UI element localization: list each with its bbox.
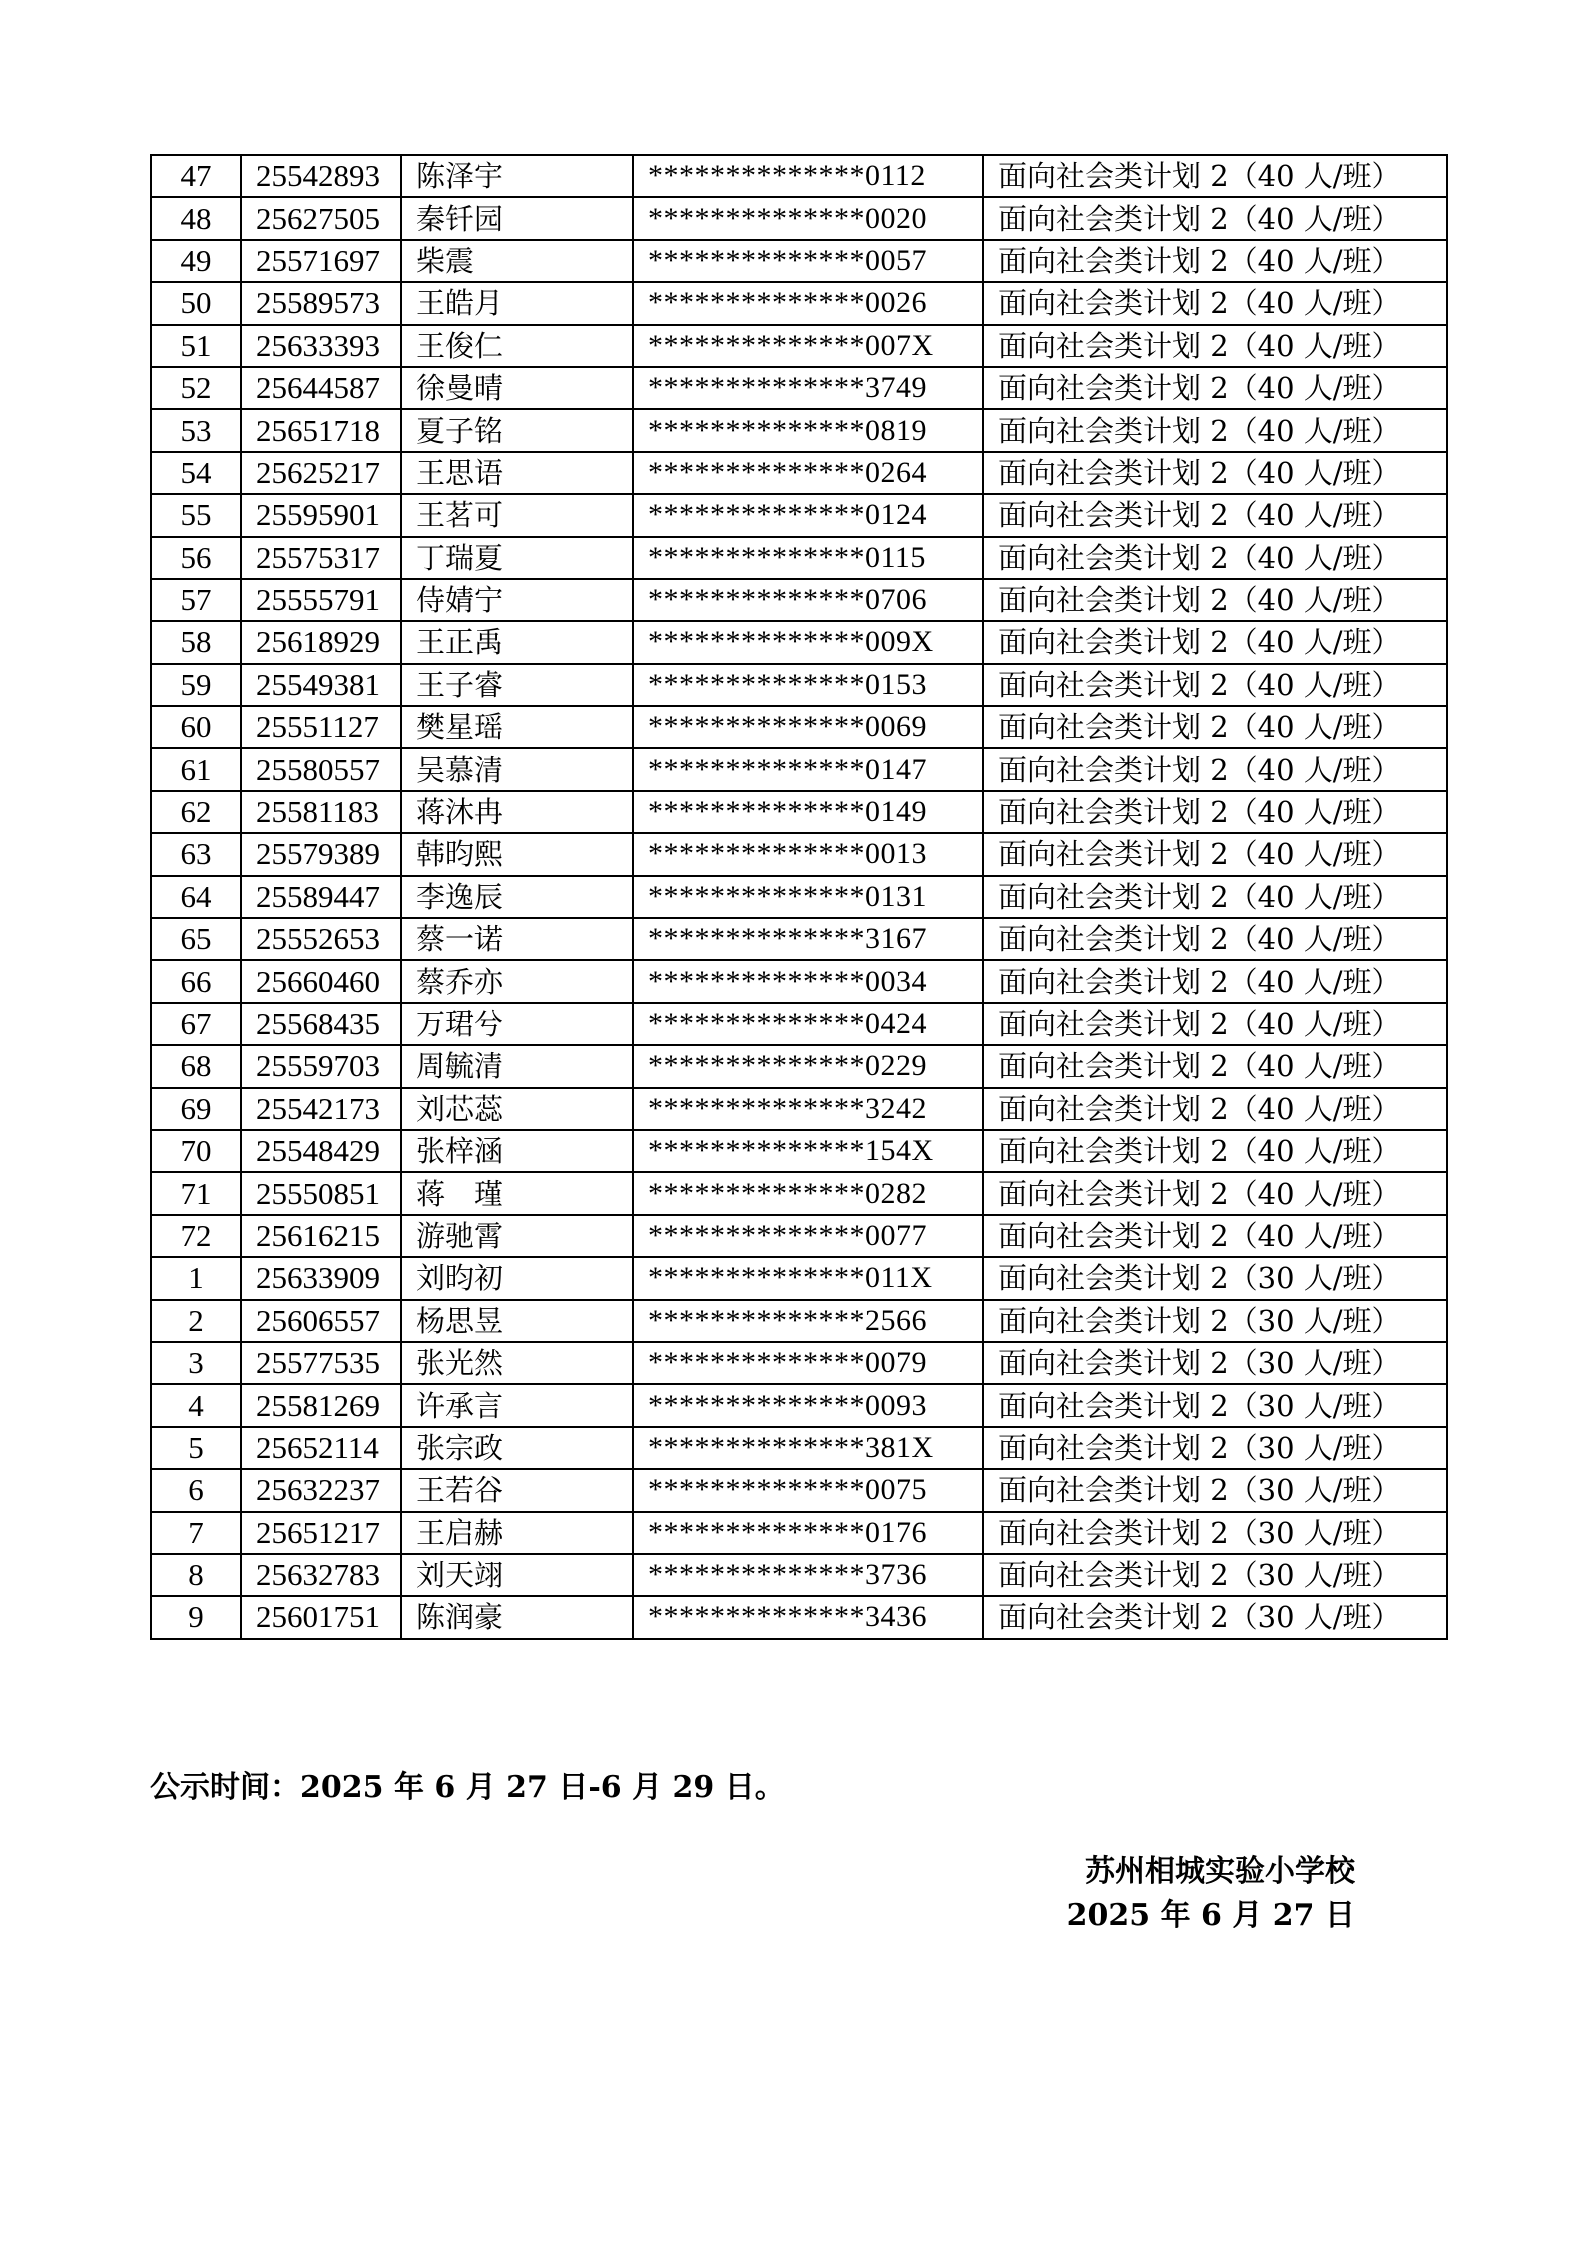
table-row <box>151 579 1447 621</box>
id-card-masked-cell: **************007X <box>633 325 983 367</box>
id-card-masked-cell: **************0013 <box>633 833 983 875</box>
id-card-masked-cell: **************0077 <box>633 1215 983 1257</box>
row-number-cell: 48 <box>151 197 241 239</box>
table-row <box>151 1172 1447 1214</box>
row-number-cell: 72 <box>151 1215 241 1257</box>
applicant-id-cell: 25551127 <box>241 706 401 748</box>
row-number-cell: 68 <box>151 1045 241 1087</box>
row-number-cell: 66 <box>151 960 241 1002</box>
admission-plan-cell: 面向社会类计划 2（30 人/班） <box>983 1554 1447 1596</box>
id-card-masked-cell: **************0075 <box>633 1469 983 1511</box>
id-card-masked-cell: **************0131 <box>633 876 983 918</box>
admission-plan-cell: 面向社会类计划 2（40 人/班） <box>983 918 1447 960</box>
row-number-cell: 56 <box>151 537 241 579</box>
admission-plan-cell: 面向社会类计划 2（40 人/班） <box>983 791 1447 833</box>
admission-plan-cell: 面向社会类计划 2（40 人/班） <box>983 1215 1447 1257</box>
table-row <box>151 197 1447 239</box>
applicant-id-cell: 25660460 <box>241 960 401 1002</box>
student-name-cell: 蔡乔亦 <box>401 960 633 1002</box>
student-name-cell: 李逸辰 <box>401 876 633 918</box>
admission-plan-cell: 面向社会类计划 2（40 人/班） <box>983 282 1447 324</box>
applicant-id-cell: 25589447 <box>241 876 401 918</box>
row-number-cell: 4 <box>151 1384 241 1426</box>
id-card-masked-cell: **************0147 <box>633 748 983 790</box>
student-name-cell: 韩昀熙 <box>401 833 633 875</box>
student-name-cell: 陈泽宇 <box>401 155 633 197</box>
student-name-cell: 丁瑞夏 <box>401 537 633 579</box>
table-row <box>151 282 1447 324</box>
row-number-cell: 58 <box>151 621 241 663</box>
student-name-cell: 王启赫 <box>401 1512 633 1554</box>
id-card-masked-cell: **************0020 <box>633 197 983 239</box>
row-number-cell: 5 <box>151 1427 241 1469</box>
table-row <box>151 960 1447 1002</box>
student-name-cell: 樊星瑶 <box>401 706 633 748</box>
student-name-cell: 王皓月 <box>401 282 633 324</box>
table-row <box>151 452 1447 494</box>
admission-plan-cell: 面向社会类计划 2（40 人/班） <box>983 452 1447 494</box>
student-name-cell: 王子睿 <box>401 664 633 706</box>
admission-plan-cell: 面向社会类计划 2（40 人/班） <box>983 960 1447 1002</box>
applicant-id-cell: 25651217 <box>241 1512 401 1554</box>
admission-plan-cell: 面向社会类计划 2（40 人/班） <box>983 1130 1447 1172</box>
table-row <box>151 494 1447 536</box>
admission-plan-cell: 面向社会类计划 2（40 人/班） <box>983 748 1447 790</box>
applicant-id-cell: 25549381 <box>241 664 401 706</box>
applicant-id-cell: 25555791 <box>241 579 401 621</box>
applicant-id-cell: 25644587 <box>241 367 401 409</box>
applicant-id-cell: 25652114 <box>241 1427 401 1469</box>
applicant-id-cell: 25633909 <box>241 1257 401 1299</box>
table-row <box>151 1300 1447 1342</box>
row-number-cell: 7 <box>151 1512 241 1554</box>
id-card-masked-cell: **************0229 <box>633 1045 983 1087</box>
admission-plan-cell: 面向社会类计划 2（30 人/班） <box>983 1512 1447 1554</box>
table-row <box>151 1469 1447 1511</box>
student-name-cell: 周毓清 <box>401 1045 633 1087</box>
row-number-cell: 70 <box>151 1130 241 1172</box>
applicant-id-cell: 25575317 <box>241 537 401 579</box>
applicant-id-cell: 25627505 <box>241 197 401 239</box>
student-name-cell: 张梓涵 <box>401 1130 633 1172</box>
table-row <box>151 409 1447 451</box>
row-number-cell: 54 <box>151 452 241 494</box>
row-number-cell: 71 <box>151 1172 241 1214</box>
student-name-cell: 杨思昱 <box>401 1300 633 1342</box>
student-name-cell: 王茗可 <box>401 494 633 536</box>
applicant-id-cell: 25632237 <box>241 1469 401 1511</box>
id-card-masked-cell: **************0706 <box>633 579 983 621</box>
student-name-cell: 王思语 <box>401 452 633 494</box>
table-row <box>151 1384 1447 1426</box>
applicant-id-cell: 25568435 <box>241 1003 401 1045</box>
table-row <box>151 876 1447 918</box>
id-card-masked-cell: **************0424 <box>633 1003 983 1045</box>
applicant-id-cell: 25542893 <box>241 155 401 197</box>
table-row <box>151 240 1447 282</box>
student-name-cell: 柴震 <box>401 240 633 282</box>
applicant-id-cell: 25581269 <box>241 1384 401 1426</box>
applicant-id-cell: 25581183 <box>241 791 401 833</box>
row-number-cell: 9 <box>151 1596 241 1638</box>
student-name-cell: 吴慕清 <box>401 748 633 790</box>
table-row <box>151 791 1447 833</box>
admission-plan-cell: 面向社会类计划 2（40 人/班） <box>983 409 1447 451</box>
id-card-masked-cell: **************0093 <box>633 1384 983 1426</box>
id-card-masked-cell: **************009X <box>633 621 983 663</box>
applicant-id-cell: 25651718 <box>241 409 401 451</box>
school-signature: 苏州相城实验小学校 <box>1085 1854 1355 1889</box>
applicant-id-cell: 25633393 <box>241 325 401 367</box>
row-number-cell: 61 <box>151 748 241 790</box>
id-card-masked-cell: **************3749 <box>633 367 983 409</box>
student-name-cell: 张宗政 <box>401 1427 633 1469</box>
row-number-cell: 67 <box>151 1003 241 1045</box>
id-card-masked-cell: **************3242 <box>633 1088 983 1130</box>
row-number-cell: 63 <box>151 833 241 875</box>
id-card-masked-cell: **************2566 <box>633 1300 983 1342</box>
table-row <box>151 1342 1447 1384</box>
row-number-cell: 69 <box>151 1088 241 1130</box>
roster-table <box>150 154 1448 1640</box>
id-card-masked-cell: **************0034 <box>633 960 983 1002</box>
student-name-cell: 蒋沐冉 <box>401 791 633 833</box>
applicant-id-cell: 25542173 <box>241 1088 401 1130</box>
admission-plan-cell: 面向社会类计划 2（40 人/班） <box>983 706 1447 748</box>
table-row <box>151 1257 1447 1299</box>
table-row <box>151 1427 1447 1469</box>
id-card-masked-cell: **************0057 <box>633 240 983 282</box>
applicant-id-cell: 25618929 <box>241 621 401 663</box>
applicant-id-cell: 25616215 <box>241 1215 401 1257</box>
table-row <box>151 155 1447 197</box>
applicant-id-cell: 25601751 <box>241 1596 401 1638</box>
applicant-id-cell: 25625217 <box>241 452 401 494</box>
admission-plan-cell: 面向社会类计划 2（30 人/班） <box>983 1596 1447 1638</box>
admission-plan-cell: 面向社会类计划 2（30 人/班） <box>983 1469 1447 1511</box>
admission-plan-cell: 面向社会类计划 2（30 人/班） <box>983 1342 1447 1384</box>
table-row <box>151 1045 1447 1087</box>
admission-plan-cell: 面向社会类计划 2（40 人/班） <box>983 579 1447 621</box>
row-number-cell: 53 <box>151 409 241 451</box>
row-number-cell: 55 <box>151 494 241 536</box>
row-number-cell: 1 <box>151 1257 241 1299</box>
admission-plan-cell: 面向社会类计划 2（40 人/班） <box>983 537 1447 579</box>
roster-body <box>151 155 1447 1639</box>
student-name-cell: 万珺兮 <box>401 1003 633 1045</box>
table-row <box>151 1554 1447 1596</box>
row-number-cell: 65 <box>151 918 241 960</box>
row-number-cell: 64 <box>151 876 241 918</box>
applicant-id-cell: 25580557 <box>241 748 401 790</box>
student-name-cell: 张光然 <box>401 1342 633 1384</box>
row-number-cell: 57 <box>151 579 241 621</box>
table-row <box>151 1003 1447 1045</box>
table-row <box>151 1088 1447 1130</box>
applicant-id-cell: 25559703 <box>241 1045 401 1087</box>
admission-plan-cell: 面向社会类计划 2（40 人/班） <box>983 833 1447 875</box>
applicant-id-cell: 25606557 <box>241 1300 401 1342</box>
admission-plan-cell: 面向社会类计划 2（40 人/班） <box>983 367 1447 409</box>
table-row <box>151 664 1447 706</box>
id-card-masked-cell: **************3167 <box>633 918 983 960</box>
id-card-masked-cell: **************0069 <box>633 706 983 748</box>
applicant-id-cell: 25548429 <box>241 1130 401 1172</box>
row-number-cell: 52 <box>151 367 241 409</box>
student-name-cell: 王正禹 <box>401 621 633 663</box>
table-row <box>151 1512 1447 1554</box>
table-row <box>151 621 1447 663</box>
row-number-cell: 47 <box>151 155 241 197</box>
table-row <box>151 706 1447 748</box>
id-card-masked-cell: **************0153 <box>633 664 983 706</box>
publicity-period: 公示时间：2025 年 6 月 27 日-6 月 29 日。 <box>150 1770 785 1805</box>
id-card-masked-cell: **************011X <box>633 1257 983 1299</box>
id-card-masked-cell: **************381X <box>633 1427 983 1469</box>
id-card-masked-cell: **************0819 <box>633 409 983 451</box>
admission-plan-cell: 面向社会类计划 2（40 人/班） <box>983 1088 1447 1130</box>
id-card-masked-cell: **************3436 <box>633 1596 983 1638</box>
admission-plan-cell: 面向社会类计划 2（40 人/班） <box>983 621 1447 663</box>
student-name-cell: 刘芯蕊 <box>401 1088 633 1130</box>
row-number-cell: 3 <box>151 1342 241 1384</box>
admission-plan-cell: 面向社会类计划 2（40 人/班） <box>983 1045 1447 1087</box>
admission-plan-cell: 面向社会类计划 2（30 人/班） <box>983 1384 1447 1426</box>
row-number-cell: 6 <box>151 1469 241 1511</box>
applicant-id-cell: 25552653 <box>241 918 401 960</box>
student-name-cell: 刘天翊 <box>401 1554 633 1596</box>
row-number-cell: 59 <box>151 664 241 706</box>
table-row <box>151 367 1447 409</box>
admission-plan-cell: 面向社会类计划 2（40 人/班） <box>983 876 1447 918</box>
student-name-cell: 陈润豪 <box>401 1596 633 1638</box>
table-row <box>151 748 1447 790</box>
applicant-id-cell: 25550851 <box>241 1172 401 1214</box>
student-name-cell: 游驰霄 <box>401 1215 633 1257</box>
id-card-masked-cell: **************0176 <box>633 1512 983 1554</box>
applicant-id-cell: 25577535 <box>241 1342 401 1384</box>
applicant-id-cell: 25632783 <box>241 1554 401 1596</box>
student-name-cell: 刘昀初 <box>401 1257 633 1299</box>
row-number-cell: 60 <box>151 706 241 748</box>
row-number-cell: 50 <box>151 282 241 324</box>
admission-plan-cell: 面向社会类计划 2（30 人/班） <box>983 1257 1447 1299</box>
row-number-cell: 2 <box>151 1300 241 1342</box>
admission-plan-cell: 面向社会类计划 2（40 人/班） <box>983 240 1447 282</box>
applicant-id-cell: 25571697 <box>241 240 401 282</box>
student-name-cell: 许承言 <box>401 1384 633 1426</box>
applicant-id-cell: 25595901 <box>241 494 401 536</box>
signature-date: 2025 年 6 月 27 日 <box>1066 1898 1355 1933</box>
id-card-masked-cell: **************0115 <box>633 537 983 579</box>
student-name-cell: 王若谷 <box>401 1469 633 1511</box>
table-row <box>151 833 1447 875</box>
table-row <box>151 325 1447 367</box>
id-card-masked-cell: **************0079 <box>633 1342 983 1384</box>
admission-plan-cell: 面向社会类计划 2（40 人/班） <box>983 1003 1447 1045</box>
admission-plan-cell: 面向社会类计划 2（40 人/班） <box>983 325 1447 367</box>
table-row <box>151 1130 1447 1172</box>
student-name-cell: 夏子铭 <box>401 409 633 451</box>
id-card-masked-cell: **************0282 <box>633 1172 983 1214</box>
student-name-cell: 蒋 瑾 <box>401 1172 633 1214</box>
admission-plan-cell: 面向社会类计划 2（40 人/班） <box>983 155 1447 197</box>
admission-plan-cell: 面向社会类计划 2（40 人/班） <box>983 664 1447 706</box>
admission-plan-cell: 面向社会类计划 2（40 人/班） <box>983 1172 1447 1214</box>
table-row <box>151 1596 1447 1638</box>
student-name-cell: 侍婧宁 <box>401 579 633 621</box>
id-card-masked-cell: **************3736 <box>633 1554 983 1596</box>
table-row <box>151 918 1447 960</box>
id-card-masked-cell: **************0149 <box>633 791 983 833</box>
id-card-masked-cell: **************0124 <box>633 494 983 536</box>
admission-plan-cell: 面向社会类计划 2（30 人/班） <box>983 1300 1447 1342</box>
admission-plan-cell: 面向社会类计划 2（40 人/班） <box>983 197 1447 239</box>
id-card-masked-cell: **************154X <box>633 1130 983 1172</box>
student-name-cell: 蔡一诺 <box>401 918 633 960</box>
row-number-cell: 62 <box>151 791 241 833</box>
id-card-masked-cell: **************0026 <box>633 282 983 324</box>
table-row <box>151 1215 1447 1257</box>
admission-plan-cell: 面向社会类计划 2（30 人/班） <box>983 1427 1447 1469</box>
id-card-masked-cell: **************0112 <box>633 155 983 197</box>
row-number-cell: 49 <box>151 240 241 282</box>
student-name-cell: 徐曼晴 <box>401 367 633 409</box>
table-row <box>151 537 1447 579</box>
admission-plan-cell: 面向社会类计划 2（40 人/班） <box>983 494 1447 536</box>
applicant-id-cell: 25589573 <box>241 282 401 324</box>
row-number-cell: 51 <box>151 325 241 367</box>
student-name-cell: 秦钎园 <box>401 197 633 239</box>
id-card-masked-cell: **************0264 <box>633 452 983 494</box>
student-name-cell: 王俊仁 <box>401 325 633 367</box>
applicant-id-cell: 25579389 <box>241 833 401 875</box>
row-number-cell: 8 <box>151 1554 241 1596</box>
